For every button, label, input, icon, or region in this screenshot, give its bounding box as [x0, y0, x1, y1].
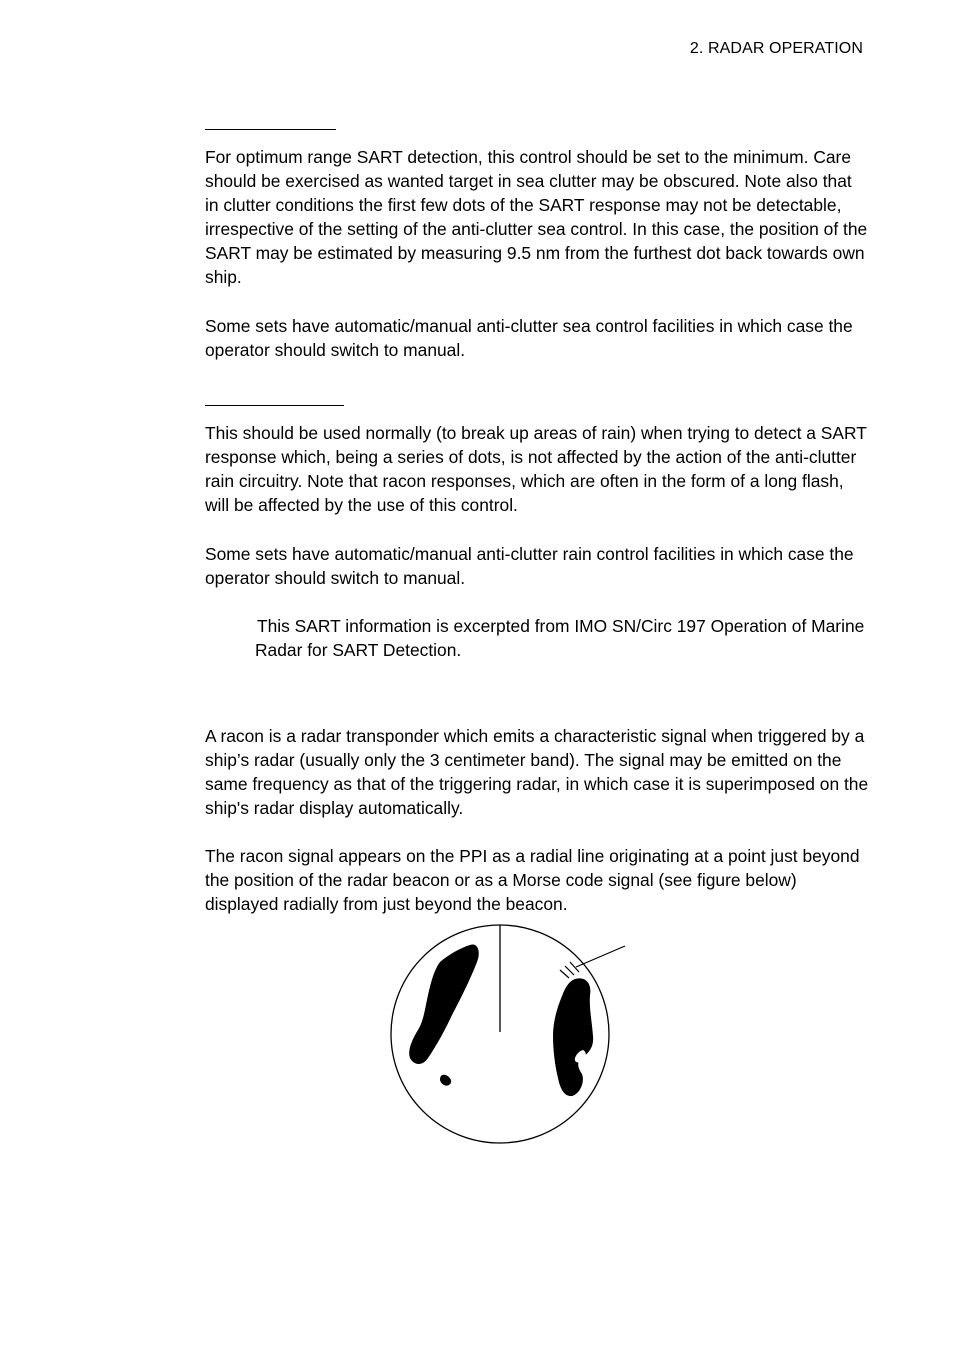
- racon-signal-dash-2: [565, 966, 574, 975]
- racon-leader-line: [576, 946, 625, 967]
- sea-clutter-paragraph-2: Some sets have automatic/manual anti-clutter sea control facilities in which case the operator should switch to manual.: [205, 316, 853, 360]
- left-landmass: [409, 944, 479, 1064]
- heading-rule-sea-clutter: [205, 129, 336, 130]
- heading-rule-rain-clutter: [205, 405, 344, 406]
- right-landmass: [553, 978, 593, 1096]
- racon-paragraph-2: The racon signal appears on the PPI as a radial line originating at a point just beyond the position of the radar beacon or as a Morse code signal (see figure below) displayed radially from just beyond the beacon.: [205, 846, 860, 914]
- racon-signal-dash-1: [560, 970, 569, 978]
- rain-clutter-paragraph-2: Some sets have automatic/manual anti-clutter rain control facilities in which case the operator should switch to manual.: [205, 544, 854, 588]
- small-island: [440, 1075, 451, 1086]
- racon-ppi-figure: [380, 918, 640, 1153]
- rain-clutter-paragraph-1: This should be used normally (to break up areas of rain) when trying to detect a SART response which, being a series of dots, is not affected by the action of the anti-clutter rain circuitry. Note that racon responses, which are often in the form of a long flash, will be affected by the use of this control.: [205, 423, 867, 515]
- racon-signal-dash-3: [570, 962, 579, 972]
- racon-paragraph-1: A racon is a radar transponder which emits a characteristic signal when triggered by a ship’s radar (usually only the 3 centimeter band). The signal may be emitted on the same frequency as that of the triggering radar, in which case it is superimposed on the ship's radar display automatically.: [205, 726, 869, 818]
- sart-source-note: This SART information is excerpted from IMO SN/Circ 197 Operation of Marine Radar for SART Detection.: [255, 616, 865, 660]
- sea-clutter-paragraph-1: For optimum range SART detection, this control should be set to the minimum. Care should be exercised as wanted target in sea clutter may be obscured. Note also that in clutter conditions the first few dots of the SART response may not be detectable, irrespective of the setting of the anti-clutter sea control. In this case, the position of the SART may be estimated by measuring 9.5 nm from the furthest dot back towards own ship.: [205, 147, 868, 287]
- page-header: 2. RADAR OPERATION: [689, 40, 863, 57]
